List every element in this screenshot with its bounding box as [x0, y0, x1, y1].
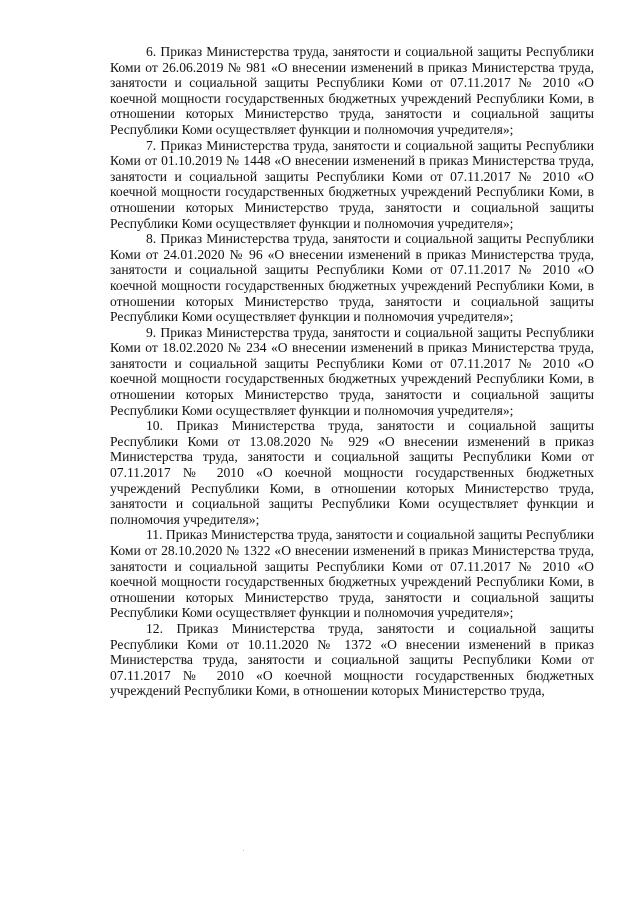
paragraph-item-9: 9. Приказ Министерства труда, занятости и социальной защиты Республики Коми от 18.02.2020 № 234 «О внесении изменений в приказ Министерства труда, занятости и социальной защиты Республики Коми от 07.11.2017 № 2010 «О коечной мощности государственных бюджетных учреждений Республики Коми, в отношении которых Министерство труда, занятости и социальной защиты Республики Коми осуществляет функции и полномочия учредителя»;	[110, 324, 594, 418]
paragraph-item-11: 11. Приказ Министерства труда, занятости и социальной защиты Республики Коми от 28.10.2020 № 1322 «О внесении изменений в приказ Министерства труда, занятости и социальной защиты Республики Коми от 07.11.2017 № 2010 «О коечной мощности государственных бюджетных учреждений Республики Коми, в отношении которых Министерство труда, занятости и социальной защиты Республики Коми осуществляет функции и полномочия учредителя»;	[110, 527, 594, 621]
scan-dot-mark	[243, 850, 244, 851]
paragraph-item-7: 7. Приказ Министерства труда, занятости и социальной защиты Республики Коми от 01.10.2019 № 1448 «О внесении изменений в приказ Министерства труда, занятости и социальной защиты Республики Коми от 07.11.2017 № 2010 «О коечной мощности государственных бюджетных учреждений Республики Коми, в отношении которых Министерство труда, занятости и социальной защиты Республики Коми осуществляет функции и полномочия учредителя»;	[110, 137, 594, 231]
paragraph-item-8: 8. Приказ Министерства труда, занятости и социальной защиты Республики Коми от 24.01.2020 № 96 «О внесении изменений в приказ Министерства труда, занятости и социальной защиты Республики Коми от 07.11.2017 № 2010 «О коечной мощности государственных бюджетных учреждений Республики Коми, в отношении которых Министерство труда, занятости и социальной защиты Республики Коми осуществляет функции и полномочия учредителя»;	[110, 231, 594, 325]
paragraph-item-10: 10. Приказ Министерства труда, занятости и социальной защиты Республики Коми от 13.08.2020 № 929 «О внесении изменений в приказ Министерства труда, занятости и социальной защиты Республики Коми от 07.11.2017 № 2010 «О коечной мощности государственных бюджетных учреждений Республики Коми, в отношении которых Министерство труда, занятости и социальной защиты Республики Коми осуществляет функции и полномочия учредителя»;	[110, 418, 594, 527]
paragraph-item-12: 12. Приказ Министерства труда, занятости и социальной защиты Республики Коми от 10.11.2020 № 1372 «О внесении изменений в приказ Министерства труда, занятости и социальной защиты Республики Коми от 07.11.2017 № 2010 «О коечной мощности государственных бюджетных учреждений Республики Коми, в отношении которых Министерство труда,	[110, 620, 594, 699]
document-page	[110, 44, 594, 699]
paragraph-item-6: 6. Приказ Министерства труда, занятости и социальной защиты Республики Коми от 26.06.2019 № 981 «О внесении изменений в приказ Министерства труда, занятости и социальной защиты Республики Коми от 07.11.2017 № 2010 «О коечной мощности государственных бюджетных учреждений Республики Коми, в отношении которых Министерство труда, занятости и социальной защиты Республики Коми осуществляет функции и полномочия учредителя»;	[110, 44, 594, 137]
